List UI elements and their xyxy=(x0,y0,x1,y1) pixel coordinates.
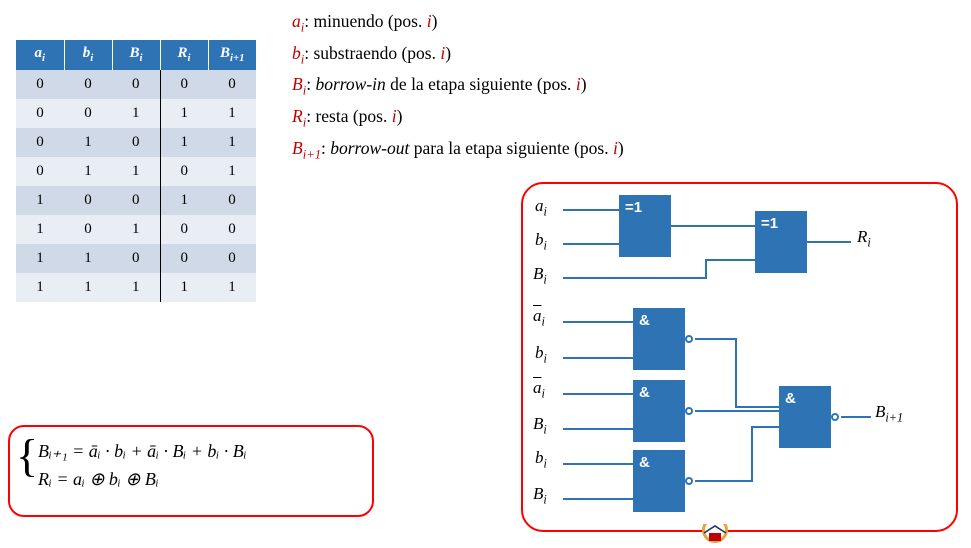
wire-xor1-to-xor2 xyxy=(671,225,755,227)
wire-nand3-out xyxy=(695,480,753,482)
cell: 1 xyxy=(64,128,112,157)
legend-text-after: ) xyxy=(580,74,587,95)
cell: 0 xyxy=(160,157,208,186)
legend-text-after: ) xyxy=(396,105,403,126)
cell: 0 xyxy=(16,157,64,186)
cell: 0 xyxy=(208,215,256,244)
legend-pos-symbol: i xyxy=(391,105,397,126)
column-header-a-i: $a_i$ xyxy=(16,40,64,70)
input-label-B-i-1: $B_i$ xyxy=(533,414,547,437)
legend-emphasis: borrow-in xyxy=(315,74,386,95)
legend-item-B-i-plus-1 xyxy=(292,135,624,165)
legend-emphasis: borrow-out xyxy=(330,137,410,158)
wire-nand1-drop xyxy=(735,338,737,408)
legend-symbol-sub: i+1 xyxy=(302,147,321,162)
wire-B-i-1-to-nand2 xyxy=(563,428,633,430)
table-row xyxy=(16,215,256,244)
nand-gate-4[interactable]: & xyxy=(779,386,831,448)
input-label-a-i-bar-2: $\overline{a}_i$ xyxy=(533,378,545,401)
legend-symbol-sub: i xyxy=(302,115,307,130)
legend-pos-symbol: i xyxy=(440,42,446,63)
wire-a-i-bar-2-to-nand2 xyxy=(563,393,633,395)
wire-nand1-to-nand4 xyxy=(735,406,779,408)
column-header-R-i: $R_i$ xyxy=(160,40,208,70)
legend-text-after: ) xyxy=(445,42,452,63)
cell: 0 xyxy=(160,215,208,244)
column-header-b-i: $b_i$ xyxy=(64,40,112,70)
output-label-R-i: $R_i$ xyxy=(857,227,871,250)
cell: 1 xyxy=(112,99,160,128)
cell: 1 xyxy=(160,99,208,128)
nand2-inversion-bubble xyxy=(685,407,693,415)
cell: 1 xyxy=(208,273,256,302)
wire-nand4-to-output xyxy=(841,416,871,418)
legend-symbol: B xyxy=(292,137,303,158)
equations-box xyxy=(8,425,374,517)
university-logo xyxy=(690,524,740,548)
cell: 1 xyxy=(208,157,256,186)
cell: 0 xyxy=(112,128,160,157)
legend-symbol-sub: i xyxy=(300,20,305,35)
legend-text-after: ) xyxy=(617,137,624,158)
wire-xor2-to-output xyxy=(807,241,851,243)
input-label-a-i-bar-1: $\overline{a}_i$ xyxy=(533,306,545,329)
cell: 0 xyxy=(112,70,160,99)
cell: 1 xyxy=(208,99,256,128)
cell: 1 xyxy=(160,186,208,215)
cell: 0 xyxy=(64,186,112,215)
cell: 1 xyxy=(16,215,64,244)
legend-symbol-sub: i xyxy=(300,52,305,67)
legend-text: : xyxy=(321,137,331,158)
legend-item-a-i xyxy=(292,8,624,38)
input-label-b-i-1: $b_i$ xyxy=(535,343,547,366)
cell: 1 xyxy=(208,128,256,157)
wire-B-i-to-xor2 xyxy=(705,259,755,261)
cell: 1 xyxy=(64,244,112,273)
legend-item-R-i xyxy=(292,103,624,133)
nand3-inversion-bubble xyxy=(685,477,693,485)
column-header-B-i-plus-1: $B_{i+1}$ xyxy=(208,40,256,70)
input-label-B-i-2: $B_i$ xyxy=(533,484,547,507)
cell: 0 xyxy=(16,99,64,128)
input-label-B-i-xor: $B_i$ xyxy=(533,264,547,287)
wire-nand1-out xyxy=(695,338,737,340)
cell: 1 xyxy=(16,273,64,302)
cell: 0 xyxy=(64,99,112,128)
cell: 0 xyxy=(160,70,208,99)
xor-gate-2[interactable]: =1 xyxy=(755,211,807,273)
legend-text-mid: para la etapa siguiente (pos. xyxy=(409,137,613,158)
legend-text-after: ) xyxy=(431,11,438,31)
wire-B-i-2-to-nand3 xyxy=(563,498,633,500)
legend-text: : minuendo (pos. xyxy=(304,11,427,31)
table-row xyxy=(16,157,256,186)
cell: 0 xyxy=(160,244,208,273)
wire-b-i-to-xor1 xyxy=(563,243,619,245)
wire-b-i-1-to-nand1 xyxy=(563,357,633,359)
cell: 0 xyxy=(112,244,160,273)
wire-a-i-to-xor1 xyxy=(563,209,619,211)
cell: 1 xyxy=(160,128,208,157)
legend-pos-symbol: i xyxy=(612,137,618,158)
wire-B-i-riser xyxy=(705,259,707,279)
wire-nand3-to-nand4 xyxy=(751,426,779,428)
equation-difference: Rᵢ = aᵢ ⊕ bᵢ ⊕ Bᵢ xyxy=(38,468,159,489)
legend-symbol-sub: i xyxy=(302,83,307,98)
legend-pos-symbol: i xyxy=(426,11,432,31)
cell: 0 xyxy=(16,128,64,157)
nand1-inversion-bubble xyxy=(685,335,693,343)
cell: 0 xyxy=(208,244,256,273)
wire-a-i-bar-1-to-nand1 xyxy=(563,321,633,323)
input-label-a-i-xor: $a_i$ xyxy=(535,196,547,219)
cell: 0 xyxy=(208,186,256,215)
legend-text-mid: de la etapa siguiente (pos. xyxy=(385,74,576,95)
cell: 0 xyxy=(64,215,112,244)
table-row xyxy=(16,99,256,128)
table-row xyxy=(16,273,256,302)
table-header-row xyxy=(16,40,256,70)
nand-gate-2[interactable]: & xyxy=(633,380,685,442)
legend-pos-symbol: i xyxy=(575,74,581,95)
cell: 0 xyxy=(112,186,160,215)
output-label-B-i-plus-1: $B_{i+1}$ xyxy=(875,402,904,425)
table-row xyxy=(16,186,256,215)
legend-text: : resta (pos. xyxy=(306,105,392,126)
wire-B-i-to-junction xyxy=(563,277,705,279)
cell: 1 xyxy=(64,157,112,186)
nand-gate-3[interactable]: & xyxy=(633,450,685,512)
cell: 1 xyxy=(16,186,64,215)
legend-symbol: R xyxy=(292,105,303,126)
cell: 0 xyxy=(64,70,112,99)
input-label-b-i-xor: $b_i$ xyxy=(535,230,547,253)
legend-list xyxy=(292,8,624,166)
table-row xyxy=(16,244,256,273)
input-label-b-i-2: $b_i$ xyxy=(535,448,547,471)
cell: 0 xyxy=(208,70,256,99)
cell: 1 xyxy=(64,273,112,302)
cell: 0 xyxy=(16,70,64,99)
column-header-B-i: $B_i$ xyxy=(112,40,160,70)
wire-b-i-2-to-nand3 xyxy=(563,463,633,465)
wire-nand2-to-nand4 xyxy=(695,410,779,412)
legend-text: : substraendo (pos. xyxy=(304,42,441,63)
xor-gate-1[interactable]: =1 xyxy=(619,195,671,257)
table-row xyxy=(16,128,256,157)
truth-table xyxy=(16,40,256,302)
legend-symbol: B xyxy=(292,74,303,95)
equation-borrow-out: Bᵢ₊₁ = āᵢ · bᵢ + āᵢ · Bᵢ + bᵢ · Bᵢ xyxy=(38,441,247,461)
legend-item-B-i xyxy=(292,71,624,101)
cell: 1 xyxy=(16,244,64,273)
legend-symbol: b xyxy=(292,42,301,63)
nand-gate-1[interactable]: & xyxy=(633,308,685,370)
legend-text: : xyxy=(306,74,316,95)
legend-item-b-i xyxy=(292,40,624,70)
nand4-inversion-bubble xyxy=(831,413,839,421)
table-row xyxy=(16,70,256,99)
cell: 1 xyxy=(112,215,160,244)
cell: 1 xyxy=(112,273,160,302)
cell: 1 xyxy=(112,157,160,186)
circuit-diagram xyxy=(521,182,958,532)
wire-nand3-riser xyxy=(751,426,753,482)
cell: 1 xyxy=(160,273,208,302)
equations-brace: { xyxy=(16,430,39,481)
legend-symbol: a xyxy=(292,11,301,31)
